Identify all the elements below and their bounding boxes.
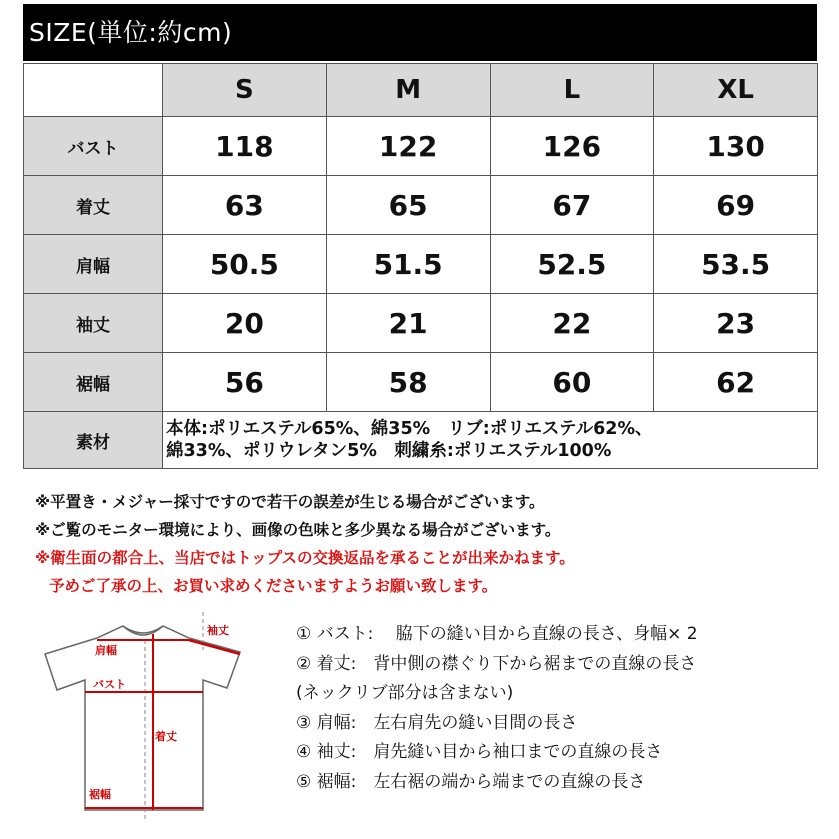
legend-item: ④ 袖丈: 肩先縫い目から袖口までの直線の長さ — [296, 742, 663, 762]
length-label: 着丈 — [155, 730, 177, 743]
cell-value: 58 — [326, 353, 490, 412]
row-label: バスト — [24, 117, 163, 176]
cell-value: 69 — [654, 176, 818, 235]
note-1: ※平置き・メジャー採寸ですので若干の誤差が生じる場合がございます。 — [35, 493, 545, 511]
legend-item: ⑤ 裾幅: 左右裾の端から端までの直線の長さ — [296, 771, 646, 792]
cell-value: 52.5 — [490, 235, 654, 294]
cell-value: 126 — [490, 117, 654, 176]
cell-value: 130 — [654, 117, 818, 176]
cell-value: 56 — [163, 353, 327, 412]
material-line-2: 綿33%、ポリウレタン5% 刺繍糸:ポリエステル100% — [166, 441, 612, 461]
hem-label: 裾幅 — [89, 788, 111, 801]
cell-value: 20 — [163, 294, 327, 353]
table-row — [24, 117, 818, 176]
size-s: S — [163, 64, 327, 117]
legend-item: (ネックリブ部分は含まない) — [296, 683, 514, 703]
cell-value: 122 — [326, 117, 490, 176]
row-label: 着丈 — [24, 176, 163, 235]
corner-cell — [24, 64, 163, 117]
table-row — [24, 294, 818, 353]
legend-item: ① バスト: 脇下の縫い目から直線の長さ、身幅× 2 — [296, 624, 698, 644]
cell-value: 63 — [163, 176, 327, 235]
size-l: L — [490, 64, 654, 117]
legend-item: ② 着丈: 背中側の襟ぐり下から裾までの直線の長さ — [296, 653, 697, 674]
size-table — [23, 63, 818, 469]
size-xl: XL — [654, 64, 818, 117]
note-3: ※衛生面の都合上、当店ではトップスの交換返品を承ることが出来かねます。 — [35, 549, 575, 567]
cell-value: 60 — [490, 353, 654, 412]
row-label: 袖丈 — [24, 294, 163, 353]
cell-value: 21 — [326, 294, 490, 353]
note-2: ※ご覧のモニター環境により、画像の色味と多少異なる場合がございます。 — [35, 521, 561, 539]
cell-value: 22 — [490, 294, 654, 353]
notes — [35, 488, 825, 600]
measurement-legend — [296, 620, 836, 797]
material-label: 素材 — [24, 412, 163, 469]
table-row — [24, 235, 818, 294]
cell-value: 23 — [654, 294, 818, 353]
bust-label: バスト — [93, 678, 126, 691]
sleeve-label: 袖丈 — [207, 624, 229, 637]
cell-value: 118 — [163, 117, 327, 176]
cell-value: 65 — [326, 176, 490, 235]
legend-item: ③ 肩幅: 左右肩先の縫い目間の長さ — [296, 712, 578, 733]
size-m: M — [326, 64, 490, 117]
shoulder-label: 肩幅 — [95, 644, 117, 657]
tshirt-outline — [45, 626, 240, 810]
material-line-1: 本体:ポリエステル65%、綿35% リブ:ポリエステル62%、 — [166, 419, 653, 439]
note-4: 予めご了承の上、お買い求めくださいますようお願い致します。 — [49, 577, 498, 595]
table-row — [24, 353, 818, 412]
material-text — [163, 412, 818, 469]
size-title: SIZE(単位:約cm) — [23, 4, 817, 61]
cell-value: 62 — [654, 353, 818, 412]
cell-value: 51.5 — [326, 235, 490, 294]
cell-value: 50.5 — [163, 235, 327, 294]
tshirt-diagram — [35, 610, 255, 828]
row-label: 肩幅 — [24, 235, 163, 294]
row-label: 裾幅 — [24, 353, 163, 412]
material-row — [24, 412, 818, 469]
cell-value: 67 — [490, 176, 654, 235]
table-row — [24, 176, 818, 235]
size-header-row — [24, 64, 818, 117]
cell-value: 53.5 — [654, 235, 818, 294]
